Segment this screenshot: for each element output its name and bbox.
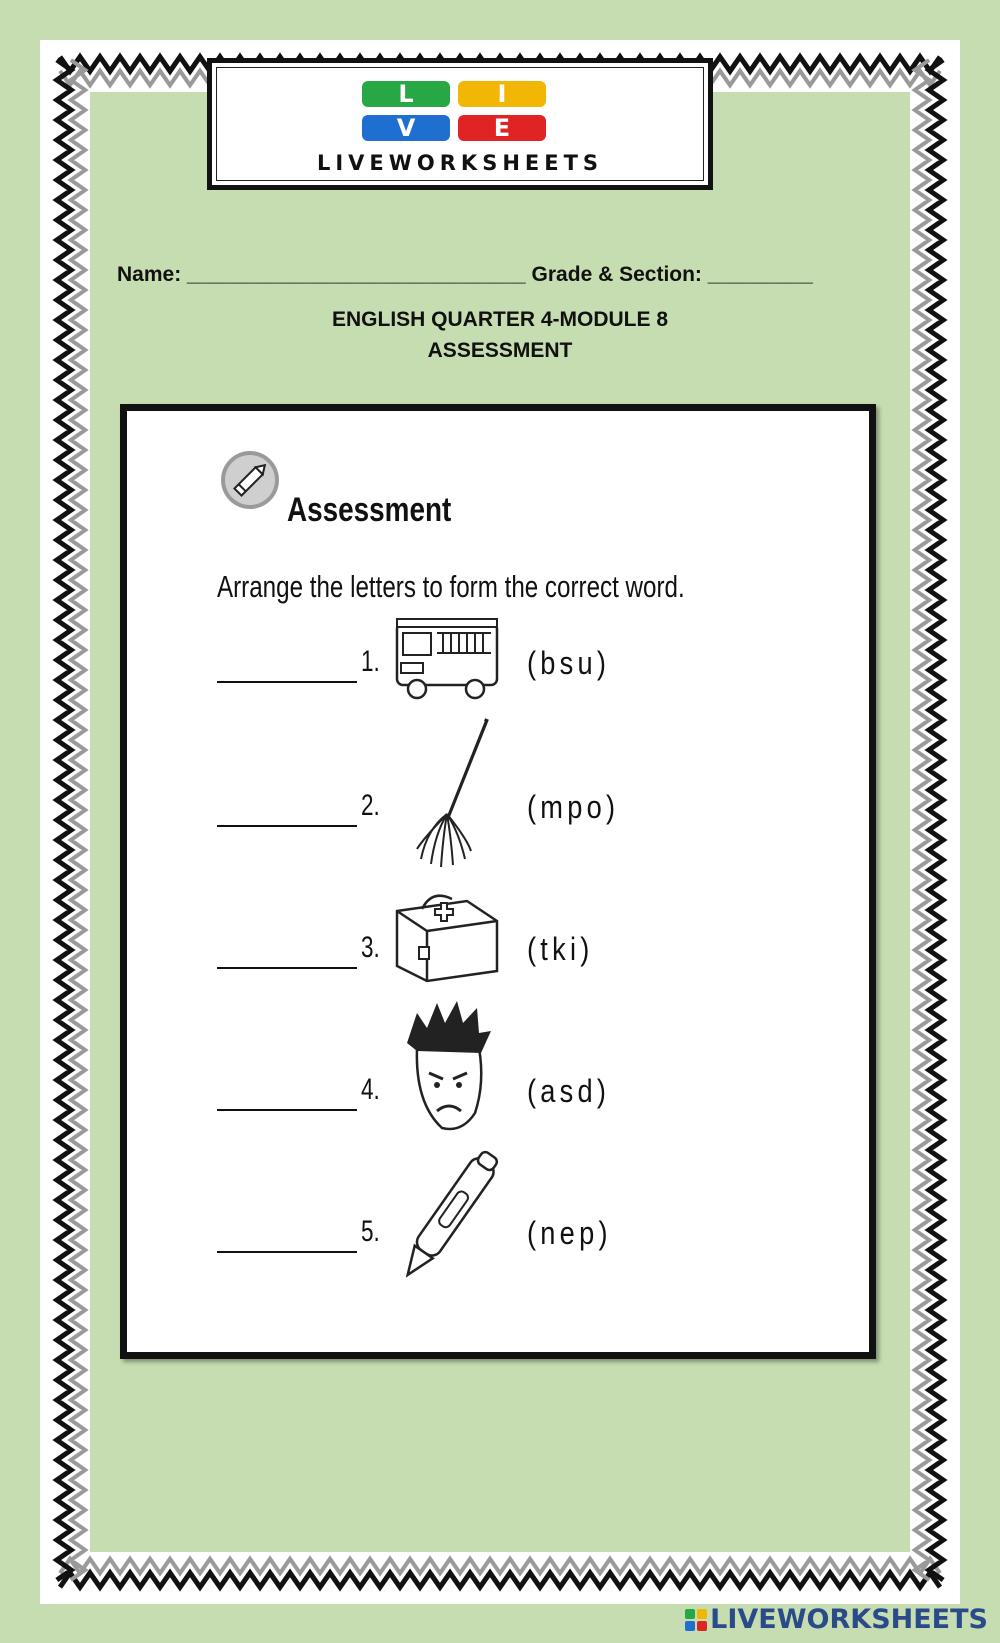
first-aid-kit-icon — [387, 871, 507, 991]
footer-brand[interactable] — [685, 1604, 988, 1635]
logo-tile-i: I — [458, 81, 546, 107]
name-grade-section-line[interactable]: Name: _____________________________ Grade & Section: _________ — [117, 263, 813, 286]
scrambled-clue: (mpo) — [527, 789, 620, 825]
bus-icon — [387, 605, 507, 725]
logo-tile-v: V — [362, 115, 450, 141]
mop-icon — [387, 709, 507, 879]
footer-brand-text: LIVEWORKSHEETS — [710, 1604, 988, 1635]
module-title: ENGLISH QUARTER 4-MODULE 8 — [331, 308, 669, 331]
answer-blank-1[interactable] — [217, 681, 357, 683]
scrambled-clue: (nep) — [527, 1215, 612, 1251]
pen-icon — [387, 1137, 507, 1297]
pencil-icon — [219, 449, 281, 511]
assessment-sheet — [120, 404, 876, 1359]
logo-tile-e: E — [458, 115, 546, 141]
logo-tile-l: L — [362, 81, 450, 107]
liveworksheets-logo — [207, 58, 713, 190]
question-number: 1. — [361, 645, 380, 678]
scrambled-clue: (bsu) — [527, 645, 611, 681]
question-item — [127, 1185, 867, 1315]
question-number: 3. — [361, 931, 380, 964]
question-number: 2. — [361, 789, 380, 822]
answer-blank-4[interactable] — [217, 1109, 357, 1111]
assessment-heading: Assessment — [287, 491, 452, 529]
question-number: 5. — [361, 1215, 380, 1248]
assessment-title: ASSESSMENT — [427, 339, 573, 362]
answer-blank-3[interactable] — [217, 967, 357, 969]
question-number: 4. — [361, 1073, 380, 1106]
question-item — [127, 759, 867, 889]
answer-blank-2[interactable] — [217, 825, 357, 827]
answer-blank-5[interactable] — [217, 1251, 357, 1253]
sad-face-icon — [387, 993, 507, 1143]
scrambled-clue: (asd) — [527, 1073, 611, 1109]
logo-wordmark: LIVEWORKSHEETS — [316, 151, 604, 175]
mini-logo-icon — [685, 1609, 707, 1631]
instruction-text: Arrange the letters to form the correct word. — [217, 569, 685, 604]
scrambled-clue: (tki) — [527, 931, 594, 967]
